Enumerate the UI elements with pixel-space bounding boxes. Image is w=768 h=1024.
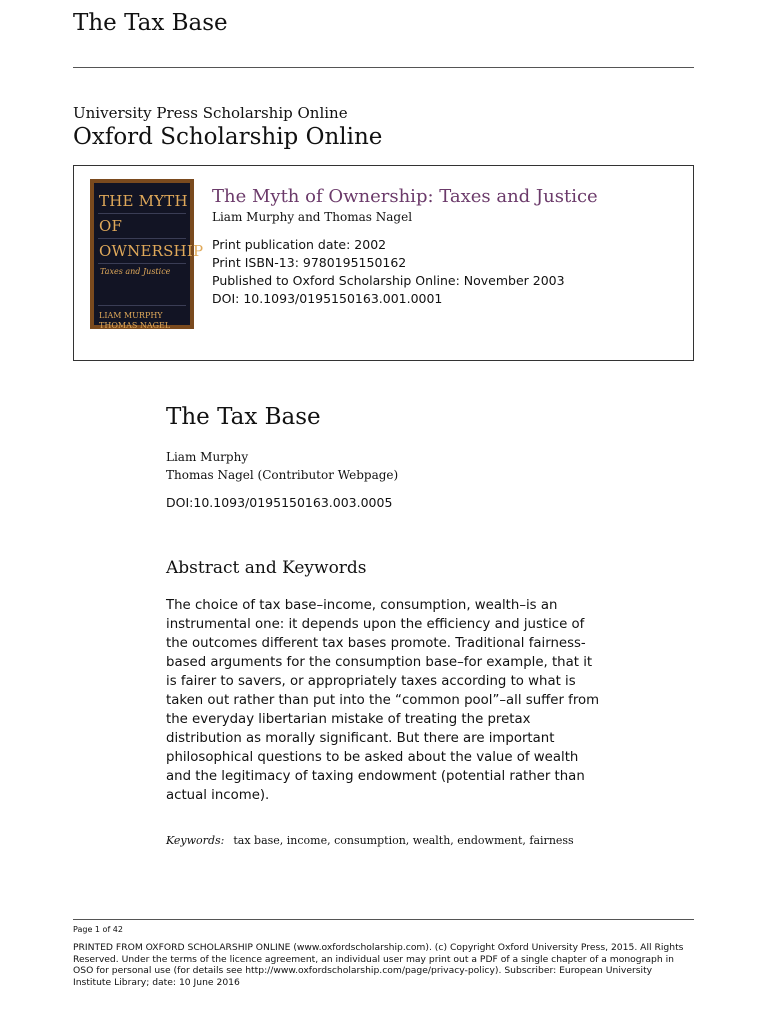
keywords-list: tax base, income, consumption, wealth, endowment, fairness <box>233 834 574 847</box>
book-cover-image <box>90 179 204 330</box>
page-number: Page 1 of 42 <box>73 925 123 934</box>
chapter-doi: DOI:10.1093/0195150163.003.0005 <box>166 495 393 510</box>
cover-rule <box>98 305 186 306</box>
cover-authors: LIAM MURPHY THOMAS NAGEL <box>99 311 171 330</box>
header-divider <box>73 67 694 68</box>
press-name: University Press Scholarship Online <box>73 104 348 122</box>
cover-rule <box>98 213 186 214</box>
book-authors: Liam Murphy and Thomas Nagel <box>212 210 413 224</box>
running-head: The Tax Base <box>73 10 228 36</box>
print-isbn: Print ISBN-13: 9780195150162 <box>212 255 407 270</box>
keywords-line <box>166 834 574 847</box>
chapter-author-webpage-link[interactable]: Thomas Nagel (Contributor Webpage) <box>166 468 399 482</box>
book-doi: DOI: 10.1093/0195150163.001.0001 <box>212 291 443 306</box>
cover-rule <box>98 263 186 264</box>
book-info-box <box>73 165 694 361</box>
platform-name: Oxford Scholarship Online <box>73 124 383 150</box>
footer-divider <box>73 919 694 920</box>
copyright-notice: PRINTED FROM OXFORD SCHOLARSHIP ONLINE (www.oxfordscholarship.com). (c) Copyright Oxford University Press, 2015. All Rights Reserved. Under the terms of the licence agreement, an individual user may print out a PDF of a single chapter of a monograph in OSO for personal use (for details see http://www.oxfordscholarship.com/page/privacy-policy). Subscriber: European University Institute Library; date: 10 June 2016 <box>73 942 684 988</box>
cover-subtitle: Taxes and Justice <box>100 267 171 276</box>
cover-title: THE MYTH OF OWNERSHIP <box>99 192 204 260</box>
chapter-title: The Tax Base <box>166 404 321 430</box>
print-date: Print publication date: 2002 <box>212 237 387 252</box>
book-title: The Myth of Ownership: Taxes and Justice <box>212 186 598 207</box>
book-metadata <box>212 236 565 308</box>
keywords-label: Keywords: <box>166 834 225 847</box>
chapter-author: Liam Murphy <box>166 450 249 464</box>
online-publication: Published to Oxford Scholarship Online: November 2003 <box>212 273 565 288</box>
abstract-text: The choice of tax base–income, consumption, wealth–is an instrumental one: it depends upon the efficiency and justice of the outcomes different tax bases promote. Traditional fairness-based arguments for the consumption base–for example, that it is fairer to savers, or appropriately taxes according to what is taken out rather than put into the “common pool”–all suffer from the everyday libertarian mistake of treating the pretax distribution as morally significant. But there are important philosophical questions to be asked about the value of wealth and the legitimacy of taxing endowment (potential rather than actual income). <box>166 598 600 803</box>
abstract-heading: Abstract and Keywords <box>166 558 367 578</box>
cover-rule <box>98 238 186 239</box>
